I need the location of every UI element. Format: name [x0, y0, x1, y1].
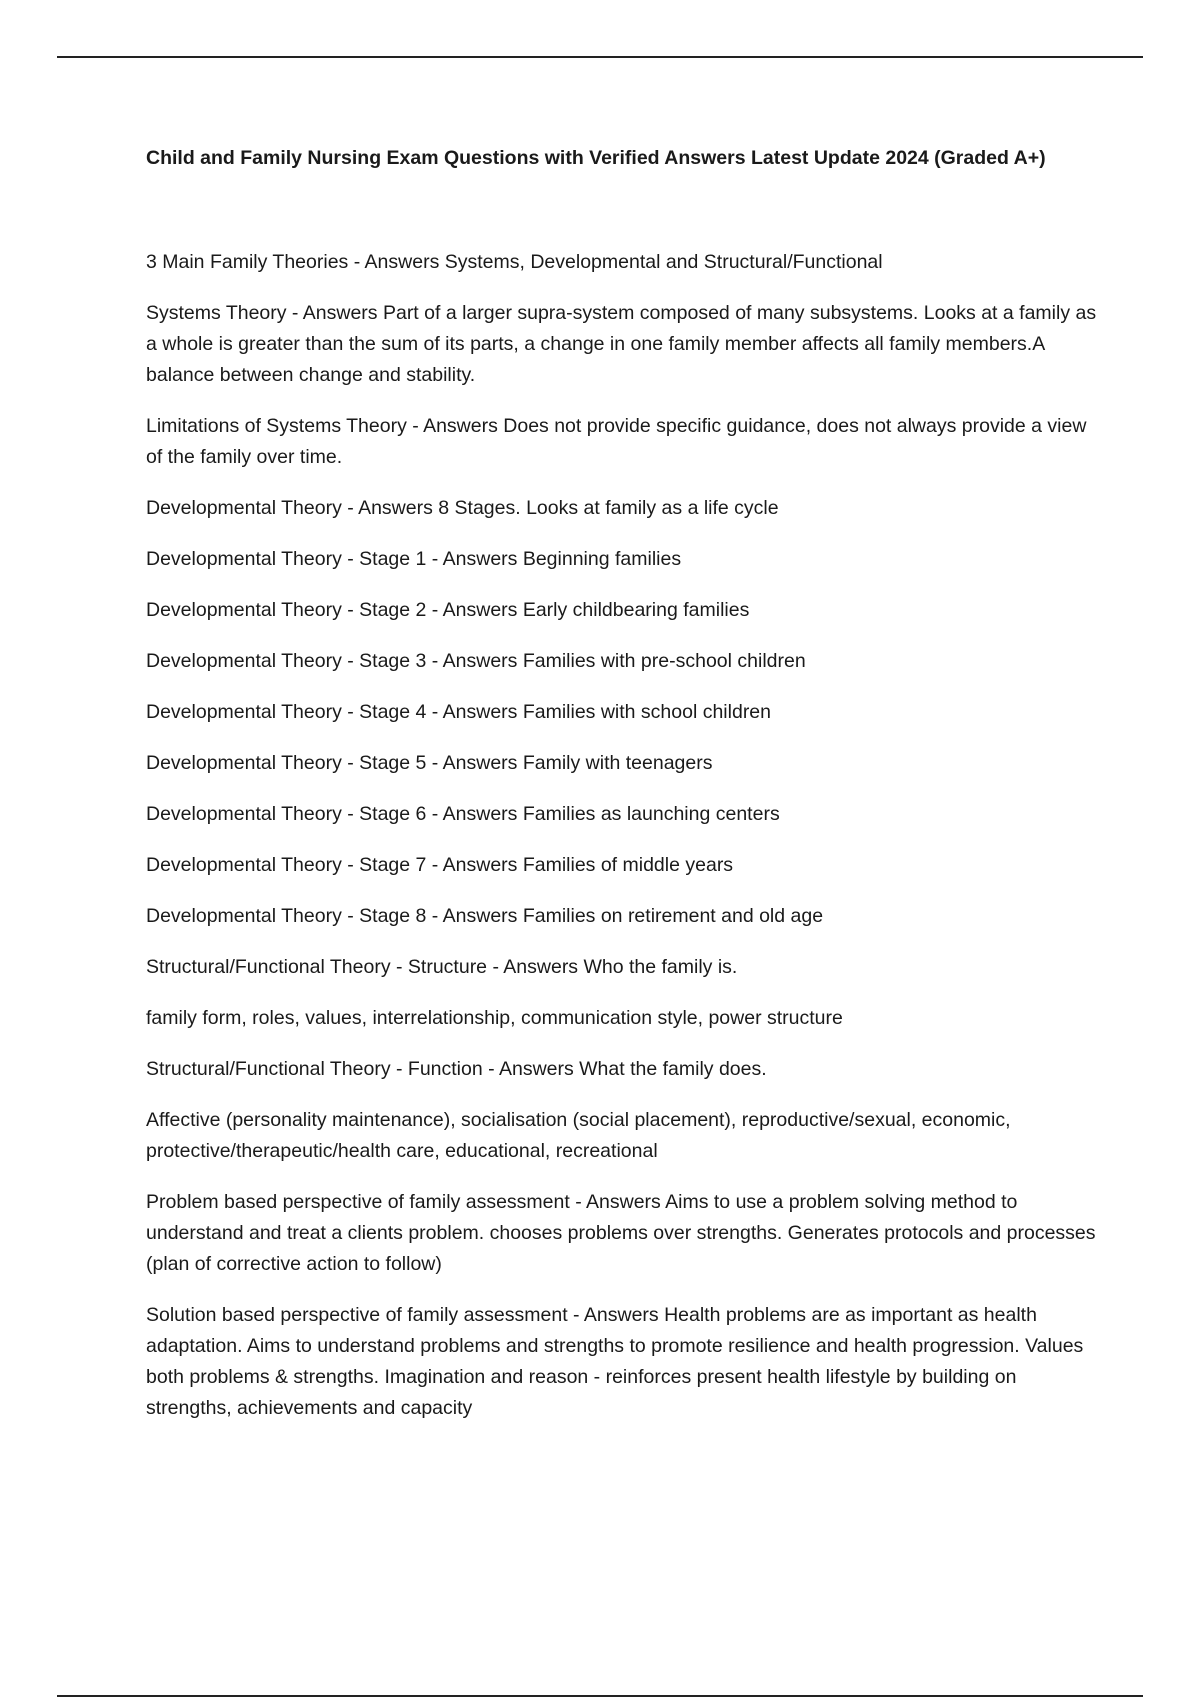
qa-item: Affective (personality maintenance), socialisation (social placement), reproductive/sexual, economic, protective/therapeutic/health care, educational, recreational	[146, 1109, 1011, 1162]
qa-item: Problem based perspective of family assessment - Answers Aims to use a problem solving method to understand and treat a clients problem. chooses problems over strengths. Generates protocols and processes (plan of corrective action to follow)	[146, 1191, 1096, 1275]
qa-item: Developmental Theory - Answers 8 Stages. Looks at family as a life cycle	[146, 497, 779, 519]
qa-item: Systems Theory - Answers Part of a larger supra-system composed of many subsystems. Looks at a family as a whole is greater than the sum of its parts, a change in one family member affects all family members.A balance between change and stability.	[146, 302, 1097, 386]
qa-list	[146, 247, 1106, 1444]
qa-item: Limitations of Systems Theory - Answers Does not provide specific guidance, does not always provide a view of the family over time.	[146, 415, 1087, 468]
qa-item: Developmental Theory - Stage 6 - Answers Families as launching centers	[146, 803, 780, 825]
qa-item: Developmental Theory - Stage 3 - Answers Families with pre-school children	[146, 650, 806, 672]
qa-item: Developmental Theory - Stage 2 - Answers Early childbearing families	[146, 599, 750, 621]
qa-item: Developmental Theory - Stage 8 - Answers Families on retirement and old age	[146, 905, 824, 927]
top-divider	[57, 56, 1143, 58]
qa-item: 3 Main Family Theories - Answers Systems, Developmental and Structural/Functional	[146, 251, 883, 273]
qa-item: family form, roles, values, interrelationship, communication style, power structure	[146, 1007, 843, 1029]
qa-item: Developmental Theory - Stage 7 - Answers Families of middle years	[146, 854, 734, 876]
qa-item: Developmental Theory - Stage 1 - Answers Beginning families	[146, 548, 682, 570]
qa-item: Structural/Functional Theory - Function - Answers What the family does.	[146, 1058, 767, 1080]
qa-item: Structural/Functional Theory - Structure - Answers Who the family is.	[146, 956, 738, 978]
qa-item: Developmental Theory - Stage 5 - Answers Family with teenagers	[146, 752, 713, 774]
qa-item: Solution based perspective of family assessment - Answers Health problems are as important as health adaptation. Aims to understand problems and strengths to promote resilience and health progression. Values both problems & strengths. Imagination and reason - reinforces present health lifestyle by building on strengths, achievements and capacity	[146, 1304, 1084, 1419]
bottom-divider	[57, 1695, 1143, 1697]
document-title: Child and Family Nursing Exam Questions with Verified Answers Latest Update 2024 (Graded A+)	[146, 147, 1046, 169]
qa-item: Developmental Theory - Stage 4 - Answers Families with school children	[146, 701, 771, 723]
